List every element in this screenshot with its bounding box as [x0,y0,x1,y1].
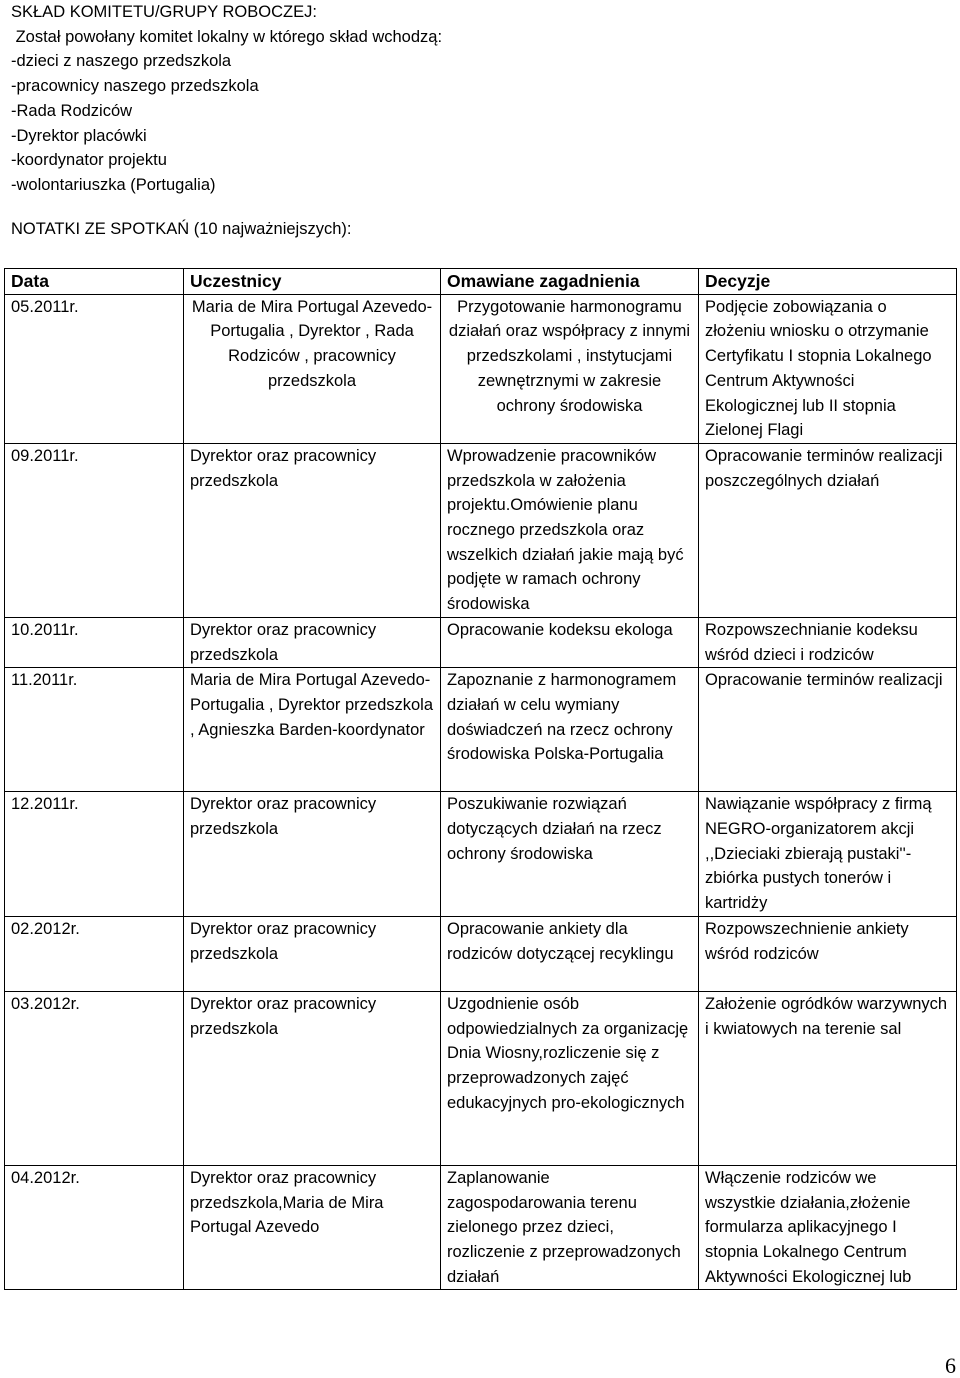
table-row [5,1165,957,1290]
member-item: -Dyrektor placówki [11,126,147,145]
cell-participants [184,294,441,443]
member-item: -wolontariuszka (Portugalia) [11,175,216,194]
table-row [5,916,957,991]
composition-intro: Został powołany komitet lokalny w którego skład wchodzą: [11,27,443,46]
member-item: -Rada Rodziców [11,101,133,120]
table-row [5,294,957,443]
cell-topic: Wprowadzenie pracowników przedszkola w założenia projektu.Omówienie planu rocznego przedszkola oraz wszelkich działań jakie mają być podjęte w ramach ochrony środowiska [441,443,699,617]
cell-topic: Uzgodnienie osób odpowiedzialnych za organizację Dnia Wiosny,rozliczenie się z przeprowadzonych zajęć edukacyjnych pro-ekologicznych [441,991,699,1165]
cell-decision: Rozpowszechnienie ankiety wśród rodziców [699,916,957,991]
cell-topic [441,294,699,443]
header-topics: Omawiane zagadnienia [441,269,699,295]
cell-decision: Rozpowszechnianie kodeksu wśród dzieci i rodziców [699,617,957,667]
cell-topic: Zapoznanie z harmonogramem działań w celu wymiany doświadczeń na rzecz ochrony środowiska Polska-Portugalia [441,668,699,792]
cell-topic: Opracowanie kodeksu ekologa [441,617,699,667]
topic-text: Przygotowanie harmonogramu działań oraz współpracy z innymi przedszkolami , instytucjami zewnętrznymi w zakresie ochrony środowiska [448,297,691,415]
member-item: -dzieci z naszego przedszkola [11,52,232,71]
cell-date: 10.2011r. [5,617,184,667]
cell-topic: Opracowanie ankiety dla rodziców dotyczącej recyklingu [441,916,699,991]
cell-decision: Włączenie rodziców we wszystkie działania,złożenie formularza aplikacyjnego I stopnia Lokalnego Centrum Aktywności Ekologicznej lub [699,1165,957,1290]
page-number: 6 [945,1353,956,1378]
cell-decision: Opracowanie terminów realizacji [699,668,957,792]
table-header-row [5,269,957,295]
table-row [5,668,957,792]
cell-participants: Dyrektor oraz pracownicy przedszkola [184,792,441,917]
member-item: -koordynator projektu [11,151,167,170]
meeting-notes-table [4,268,957,1290]
header-participants: Uczestnicy [184,269,441,295]
cell-participants: Maria de Mira Portugal Azevedo-Portugalia , Dyrektor przedszkola , Agnieszka Barden-koordynator [184,668,441,792]
cell-date: 11.2011r. [5,668,184,792]
header-date: Data [5,269,184,295]
cell-topic: Zaplanowanie zagospodarowania terenu zielonego przez dzieci, rozliczenie z przeprowadzonych działań [441,1165,699,1290]
table-row [5,792,957,917]
cell-decision: Założenie ogródków warzywnych i kwiatowych na terenie sal [699,991,957,1165]
committee-composition [11,0,941,198]
participants-text: Maria de Mira Portugal Azevedo-Portugalia , Dyrektor , Rada Rodziców , pracownicy przedszkola [191,297,433,390]
cell-participants: Dyrektor oraz pracownicy przedszkola [184,443,441,617]
cell-date: 03.2012r. [5,991,184,1165]
cell-participants: Dyrektor oraz pracownicy przedszkola,Maria de Mira Portugal Azevedo [184,1165,441,1290]
table-row [5,617,957,667]
cell-decision: Opracowanie terminów realizacji poszczególnych działań [699,443,957,617]
cell-date: 04.2012r. [5,1165,184,1290]
cell-date: 09.2011r. [5,443,184,617]
cell-date: 05.2011r. [5,294,184,443]
cell-participants: Dyrektor oraz pracownicy przedszkola [184,991,441,1165]
member-item: -pracownicy naszego przedszkola [11,77,259,96]
notes-title: NOTATKI ZE SPOTKAŃ (10 najważniejszych): [11,220,352,238]
cell-decision: Podjęcie zobowiązania o złożeniu wniosku o otrzymanie Certyfikatu I stopnia Lokalnego Centrum Aktywności Ekologicznej lub II stopnia Zielonej Flagi [699,294,957,443]
cell-decision: Nawiązanie współpracy z firmą NEGRO-organizatorem akcji ,,Dzieciaki zbierają pustaki''-zbiórka pustych tonerów i kartridży [699,792,957,917]
cell-participants: Dyrektor oraz pracownicy przedszkola [184,617,441,667]
table-row [5,443,957,617]
table-row [5,991,957,1165]
cell-topic: Poszukiwanie rozwiązań dotyczących działań na rzecz ochrony środowiska [441,792,699,917]
cell-date: 02.2012r. [5,916,184,991]
header-decisions: Decyzje [699,269,957,295]
cell-date: 12.2011r. [5,792,184,917]
cell-participants: Dyrektor oraz pracownicy przedszkola [184,916,441,991]
composition-heading: SKŁAD KOMITETU/GRUPY ROBOCZEJ: [11,3,317,21]
